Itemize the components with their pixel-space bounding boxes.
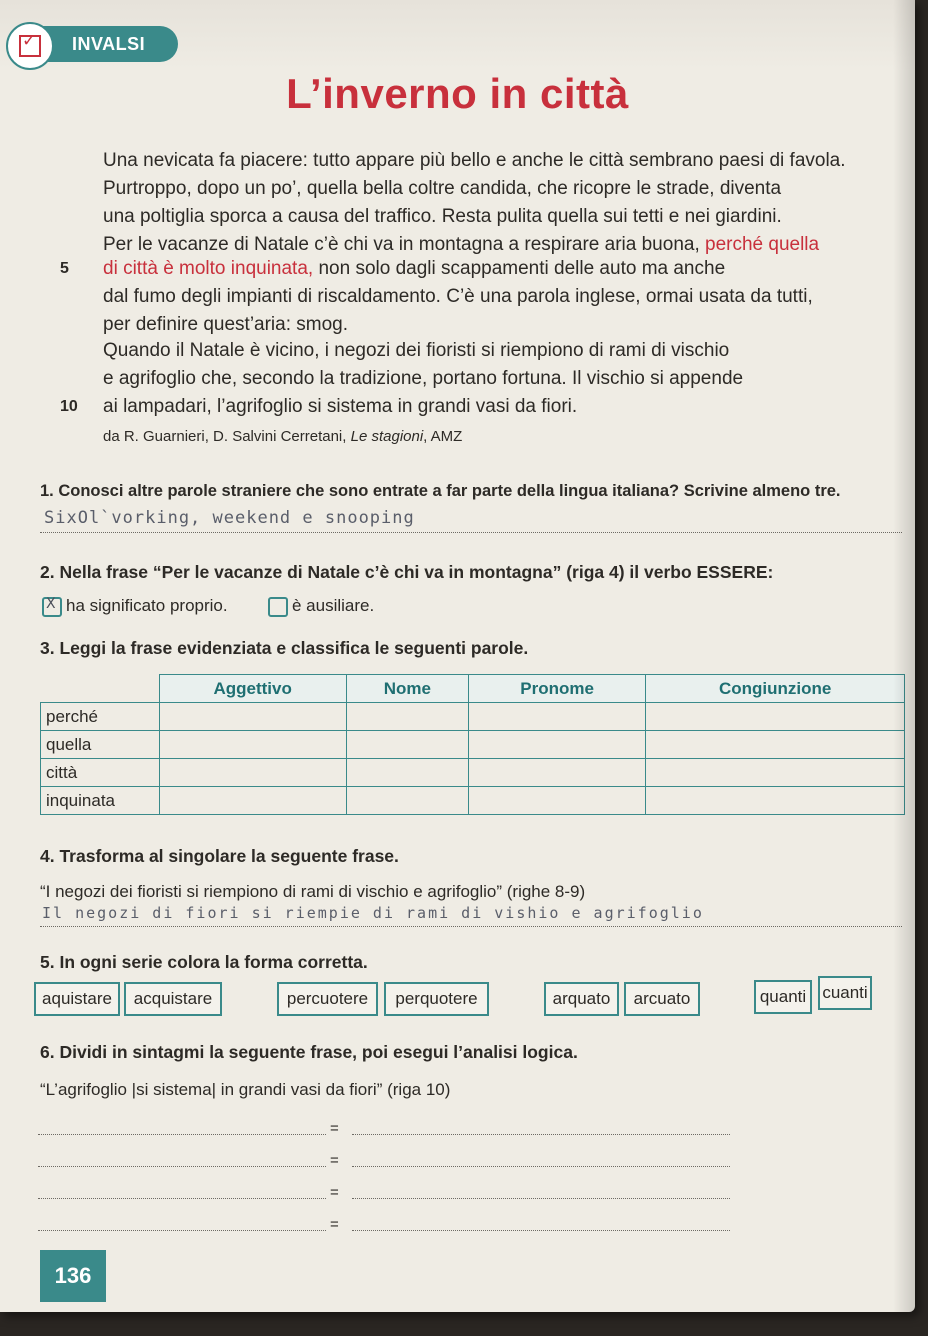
passage-line-9: e agrifoglio che, secondo la tradizione, portano fortuna. Il vischio si appende [103,368,744,389]
highlight-a: perché quella [705,234,820,255]
line-number-10: 10 [60,398,78,415]
row-label: inquinata [41,787,160,815]
option-acquistare[interactable]: acquistare [124,982,222,1016]
option-arquato[interactable]: arquato [544,982,619,1016]
classification-table [40,674,905,815]
question-3: 3. Leggi la frase evidenziata e classifica le seguenti parole. [40,638,529,658]
answer-4-line[interactable] [40,926,902,927]
checkbox-icon [6,22,54,70]
passage-line-7: per definire quest’aria: smog. [103,314,349,335]
option-b-label: è ausiliare. [292,596,375,615]
row-label: perché [41,703,160,731]
analysis-line-right-1[interactable] [352,1134,730,1135]
table-cell[interactable] [468,703,646,731]
option-quanti[interactable]: quanti [754,980,812,1014]
corner-cell [41,675,160,703]
question-5: 5. In ogni serie colora la forma corretta. [40,952,368,972]
option-aquistare[interactable]: aquistare [34,982,120,1016]
option-perquotere[interactable]: perquotere [384,982,489,1016]
col-congiunzione: Congiunzione [646,675,905,703]
option-a-label: ha significato proprio. [66,596,228,615]
table-cell[interactable] [646,759,905,787]
answer-4-handwriting: Il negozi di fiori si riempie di rami di vishio e agrifoglio [42,904,704,922]
question-6-quote: “L’agrifoglio |si sistema| in grandi vasi da fiori” (riga 10) [40,1080,451,1099]
question-4: 4. Trasforma al singolare la seguente frase. [40,846,399,866]
table-cell[interactable] [159,703,346,731]
passage-line-1: Una nevicata fa piacere: tutto appare più bello e anche le città sembrano paesi di favola. [103,150,846,171]
analysis-line-left-2[interactable] [38,1166,326,1167]
option-a-checkbox[interactable] [42,597,62,617]
table-cell[interactable] [468,759,646,787]
table-cell[interactable] [346,703,468,731]
table-row [41,787,905,815]
option-arcuato[interactable]: arcuato [624,982,700,1016]
equals-1: = [330,1120,339,1137]
question-1: 1. Conosci altre parole straniere che sono entrate a far parte della lingua italiana? Scrivine almeno tre. [40,482,841,500]
highlight-b: di città è molto inquinata, [103,258,314,279]
analysis-line-right-3[interactable] [352,1198,730,1199]
equals-4: = [330,1216,339,1233]
table-row [41,759,905,787]
passage-line-5: di città è molto inquinata, non solo dagli scappamenti delle auto ma anche [103,258,726,279]
analysis-line-left-4[interactable] [38,1230,326,1231]
passage-line-6: dal fumo degli impianti di riscaldamento. C’è una parola inglese, ormai usata da tutti, [103,286,813,307]
option-a-mark: X [46,596,56,612]
table-row [41,731,905,759]
analysis-line-right-2[interactable] [352,1166,730,1167]
table-cell[interactable] [346,759,468,787]
passage-line-8: Quando il Natale è vicino, i negozi dei fioristi si riempiono di rami di vischio [103,340,730,361]
table-cell[interactable] [159,759,346,787]
answer-1-line[interactable] [40,532,902,533]
col-pronome: Pronome [468,675,646,703]
col-aggettivo: Aggettivo [159,675,346,703]
answer-1-handwriting: SixOl`vorking, weekend e snooping [44,508,415,528]
question-2: 2. Nella frase “Per le vacanze di Natale c’è chi va in montagna” (riga 4) il verbo ESSERE: [40,562,774,582]
line-number-5: 5 [60,260,69,277]
table-cell[interactable] [159,787,346,815]
page-number: 136 [40,1250,106,1302]
analysis-line-left-3[interactable] [38,1198,326,1199]
table-cell[interactable] [646,787,905,815]
table-header-row [41,675,905,703]
question-6: 6. Dividi in sintagmi la seguente frase, poi esegui l’analisi logica. [40,1042,578,1062]
table-cell[interactable] [646,731,905,759]
table-cell[interactable] [346,787,468,815]
col-nome: Nome [346,675,468,703]
source-citation: da R. Guarnieri, D. Salvini Cerretani, Le stagioni, AMZ [103,428,463,445]
option-b-checkbox[interactable] [268,597,288,617]
page-title: L’inverno in città [286,70,629,117]
table-cell[interactable] [468,731,646,759]
table-cell[interactable] [159,731,346,759]
passage-line-3: una poltiglia sporca a causa del traffico. Resta pulita quella sui tetti e nei giardini. [103,206,782,227]
passage-line-4: Per le vacanze di Natale c’è chi va in montagna a respirare aria buona, perché quella [103,234,820,255]
equals-3: = [330,1184,339,1201]
row-label: quella [41,731,160,759]
analysis-line-left-1[interactable] [38,1134,326,1135]
passage-line-10: ai lampadari, l’agrifoglio si sistema in grandi vasi da fiori. [103,396,578,417]
badge-label: INVALSI [32,26,178,62]
row-label: città [41,759,160,787]
option-percuotere[interactable]: percuotere [277,982,378,1016]
table-cell[interactable] [646,703,905,731]
table-cell[interactable] [346,731,468,759]
passage-line-2: Purtroppo, dopo un po’, quella bella coltre candida, che ricopre le strade, diventa [103,178,782,199]
question-4-quote: “I negozi dei fioristi si riempiono di rami di vischio e agrifoglio” (righe 8-9) [40,882,586,901]
option-cuanti[interactable]: cuanti [818,976,872,1010]
table-cell[interactable] [468,787,646,815]
invalsi-badge [0,22,178,66]
analysis-line-right-4[interactable] [352,1230,730,1231]
table-row [41,703,905,731]
equals-2: = [330,1152,339,1169]
